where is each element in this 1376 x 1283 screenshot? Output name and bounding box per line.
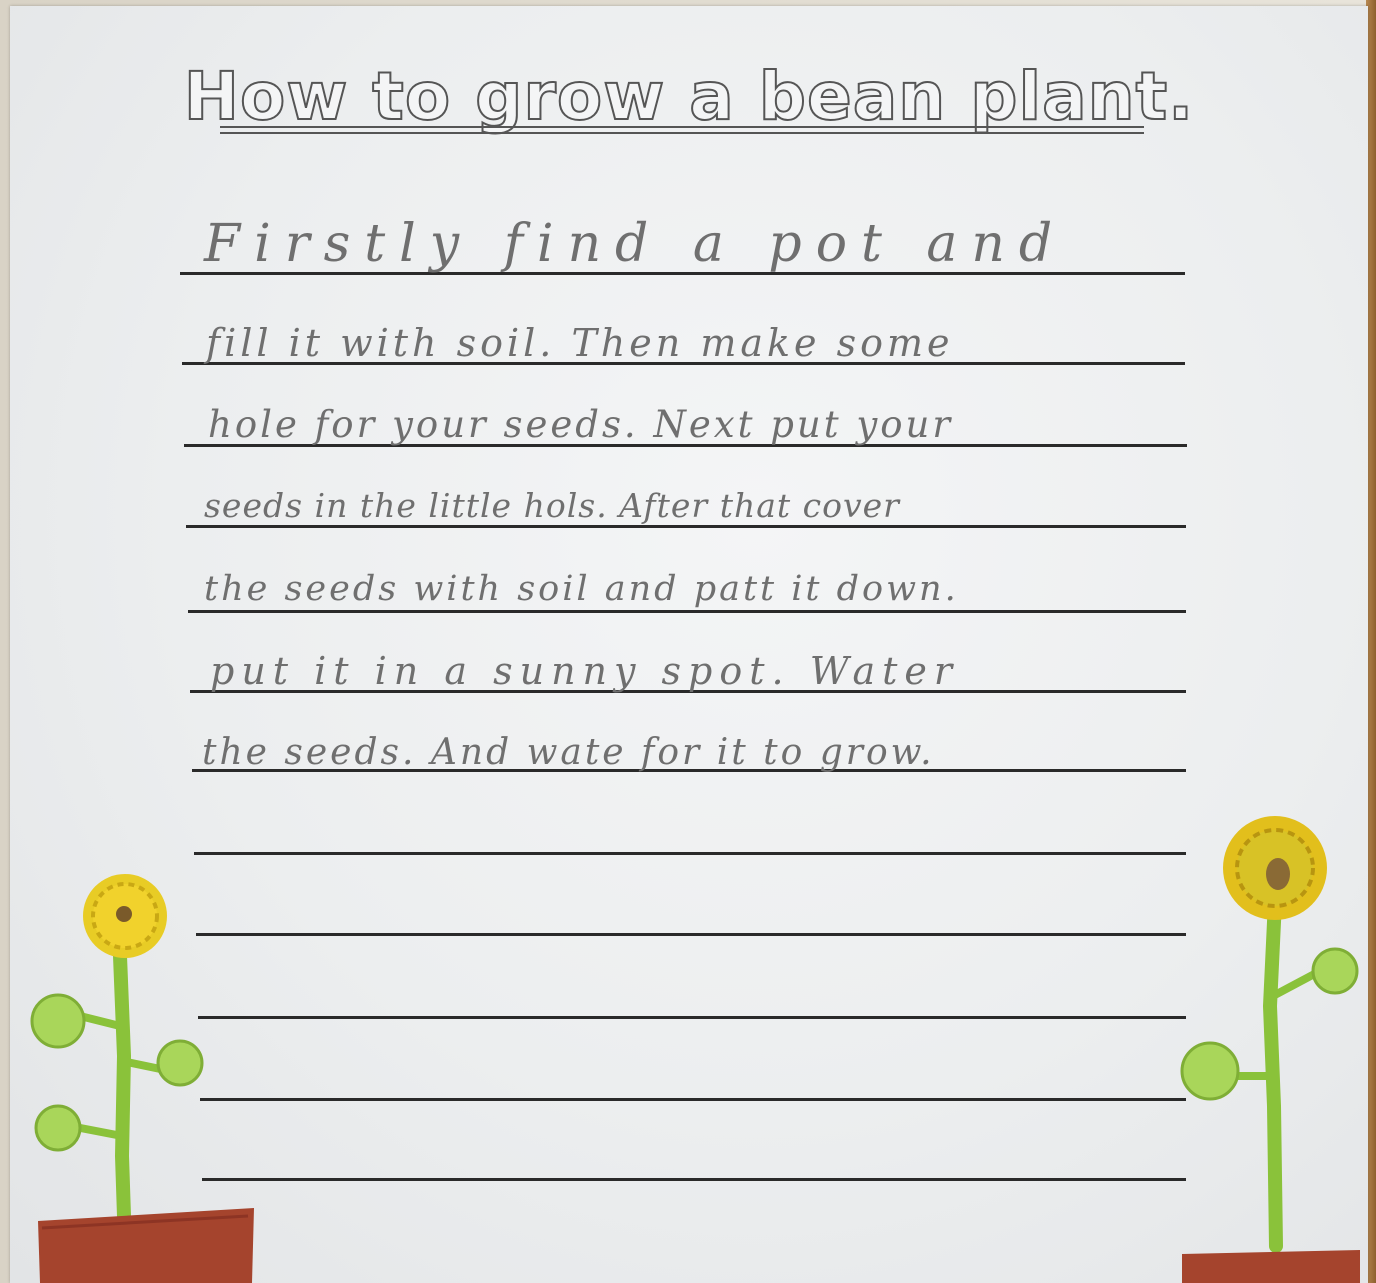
- handwritten-line-2: fill it with soil. Then make some: [206, 321, 954, 365]
- handwritten-line-7: the seeds. And wate for it to grow.: [202, 732, 935, 773]
- worksheet-page: [10, 6, 1368, 1283]
- handwritten-line-5: the seeds with soil and patt it down.: [204, 569, 959, 609]
- ruled-line: [186, 525, 1186, 528]
- right-sunflower-drawing: [1170, 806, 1360, 1283]
- sunflower-head: [1223, 816, 1327, 920]
- handwritten-line-4: seeds in the little hols. After that cover: [204, 486, 900, 525]
- flower-pot: [38, 1208, 254, 1283]
- left-sunflower-drawing: [20, 856, 260, 1283]
- sunflower-head: [83, 874, 167, 958]
- handwritten-line-3: hole for your seeds. Next put your: [208, 403, 954, 446]
- worksheet-title: How to grow a bean plant.: [183, 58, 1195, 135]
- flower-stem: [70, 956, 170, 1216]
- ruled-line: [196, 933, 1186, 936]
- ruled-line: [188, 610, 1186, 613]
- title-underline: [220, 126, 1144, 134]
- ruled-line: [198, 1016, 1186, 1019]
- handwritten-line-6: put it in a sunny spot. Water: [210, 649, 960, 693]
- handwritten-line-1: Firstly find a pot and: [204, 214, 1067, 274]
- flower-pot: [1182, 1250, 1360, 1283]
- ruled-line: [194, 852, 1186, 855]
- ruled-line: [202, 1178, 1186, 1181]
- ruled-line: [200, 1098, 1186, 1101]
